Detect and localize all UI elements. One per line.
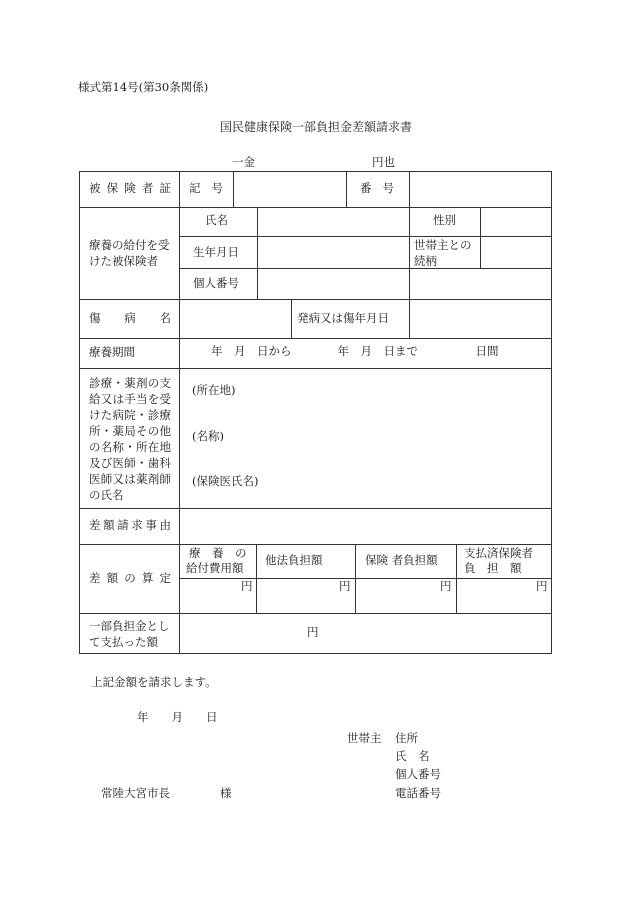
date-line: 年 月 日 — [137, 710, 218, 724]
number-label: 番号 — [360, 181, 394, 195]
treatment-period-label: 療養期間 — [89, 345, 135, 359]
calc-col3: 保険 者負担額 — [365, 553, 438, 567]
calc-yen-3: 円 — [440, 579, 452, 593]
treatment-period-text: 年 月 日から 年 月 日まで 日間 — [211, 344, 499, 358]
relation-label: 世帯主との続柄 — [414, 238, 472, 268]
onset-label: 発病又は傷年月日 — [297, 311, 389, 325]
disease-label: 傷病名 — [89, 311, 171, 325]
partial-payment-label: 一部負担金として支払った額 — [89, 619, 170, 649]
symbol-label: 記号 — [189, 181, 223, 195]
request-statement: 上記金額を請求します。 — [91, 675, 217, 689]
calc-col1-line1: 療 養 の — [189, 546, 247, 560]
calc-col2: 他法負担額 — [265, 553, 323, 567]
amount-suffix: 円也 — [372, 155, 395, 169]
calc-yen-2: 円 — [339, 579, 351, 593]
amount-prefix: 一金 — [232, 155, 255, 169]
calc-yen-4: 円 — [536, 579, 548, 593]
calc-col4-line1: 支払済保険者 — [464, 546, 533, 560]
personal-number-label: 個人番号 — [193, 276, 239, 290]
birthdate-label: 生年月日 — [193, 245, 239, 259]
reason-label: 差額請求事由 — [89, 518, 171, 532]
gender-label: 性別 — [433, 213, 456, 227]
honorific: 様 — [220, 786, 232, 800]
partial-payment-yen: 円 — [307, 625, 319, 639]
householder-phone: 電話番号 — [395, 786, 441, 800]
householder-label: 世帯主 — [347, 731, 382, 745]
provider-location-label: (所在地) — [192, 383, 236, 397]
provider-doctor-label: (保険医氏名) — [192, 474, 259, 488]
form-number: 様式第14号(第30条関係) — [78, 80, 209, 94]
calc-col4-line2: 負 担 額 — [464, 561, 522, 575]
claim-form-table — [79, 171, 552, 654]
provider-label: 診療・薬剤の支給又は手当を受けた病院・診療所・薬局その他の名称・所在地及び医師・歯科医師又は薬剤師の氏名 — [89, 376, 171, 502]
householder-name: 氏 名 — [395, 749, 430, 763]
mayor-label: 常陸大宮市長 — [101, 786, 170, 800]
name-label: 氏名 — [205, 213, 228, 227]
document-title: 国民健康保険一部負担金差額請求書 — [220, 120, 413, 134]
householder-personal-number: 個人番号 — [395, 767, 441, 781]
calculation-label: 差額の算定 — [89, 571, 171, 585]
calc-yen-1: 円 — [241, 579, 253, 593]
householder-address: 住所 — [395, 731, 418, 745]
insurance-card-label: 被保険者証 — [89, 181, 171, 195]
provider-name-label: (名称) — [192, 429, 224, 443]
patient-label: 療養の給付を受けた被保険者 — [89, 238, 170, 268]
calc-col1-line2: 給付費用額 — [186, 561, 244, 575]
